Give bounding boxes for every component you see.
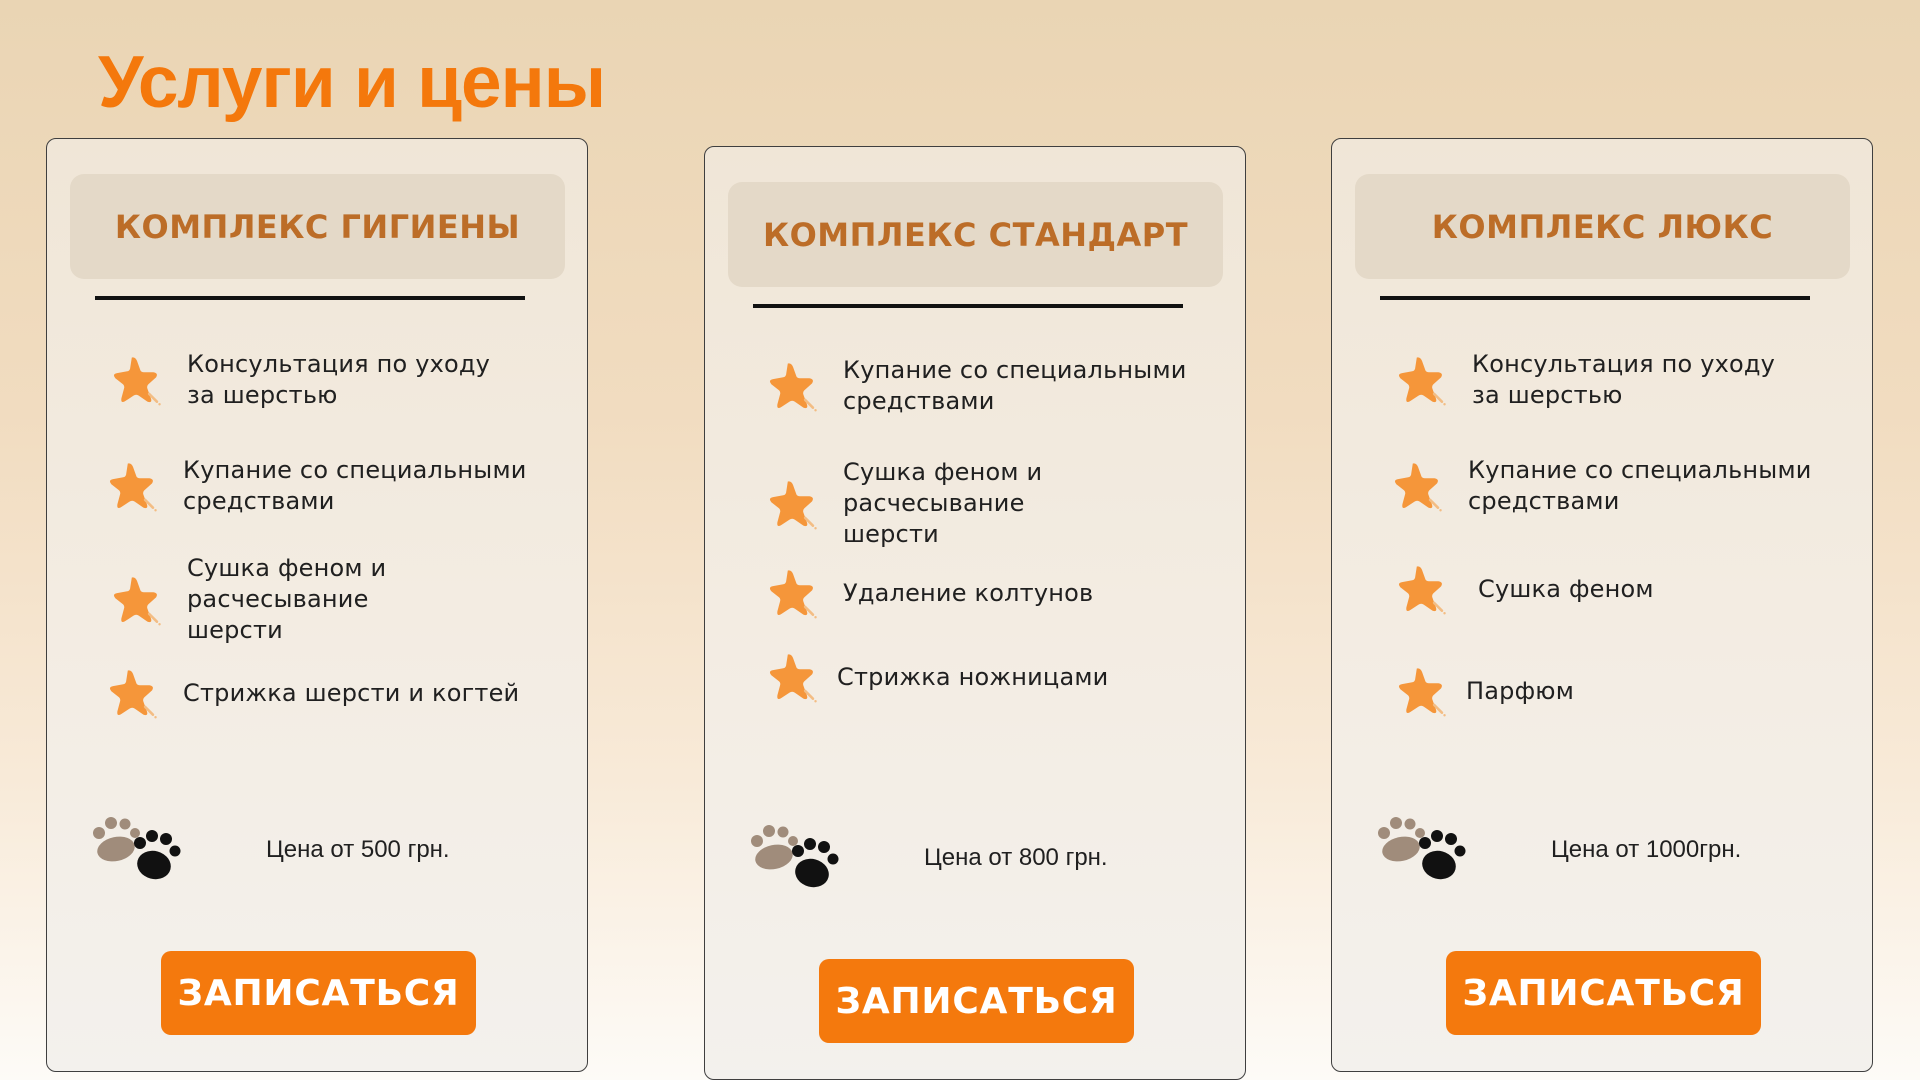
- star-icon: [1392, 460, 1444, 512]
- feature-item: [107, 455, 527, 517]
- feature-text: Сушка феном и расчесывание шерсти: [843, 458, 1043, 548]
- service-card-lux: [1331, 138, 1873, 1072]
- card-header: [1355, 174, 1850, 279]
- feature-text: Парфюм: [1466, 676, 1575, 705]
- card-header: [70, 174, 565, 279]
- star-icon: [1396, 354, 1448, 406]
- feature-text: Консультация по уходу за шерстью: [1472, 350, 1776, 409]
- star-icon: [767, 478, 819, 530]
- star-icon: [111, 574, 163, 626]
- card-divider: [95, 296, 525, 300]
- price-row: [1375, 815, 1845, 885]
- feature-item: [1396, 563, 1654, 615]
- price-text: Цена от 500 грн.: [266, 836, 450, 863]
- page-title: Услуги и цены: [98, 42, 606, 123]
- service-card-standard: [704, 146, 1246, 1080]
- card-title: КОМПЛЕКС ГИГИЕНЫ: [114, 207, 521, 246]
- feature-item: [1392, 455, 1812, 517]
- feature-text: Купание со специальными средствами: [843, 356, 1187, 415]
- book-button-standard[interactable]: ЗАПИСАТЬСЯ: [819, 959, 1134, 1043]
- star-icon: [107, 667, 159, 719]
- feature-item: [107, 667, 519, 719]
- card-title: КОМПЛЕКС ЛЮКС: [1431, 207, 1774, 246]
- price-row: [748, 823, 1218, 893]
- paw-print-icon: [90, 815, 182, 885]
- feature-text: Стрижка ножницами: [837, 662, 1109, 691]
- card-header: [728, 182, 1223, 287]
- feature-text: Сушка феном и расчесывание шерсти: [187, 554, 387, 644]
- star-icon: [767, 567, 819, 619]
- feature-item: [1396, 665, 1574, 717]
- star-icon: [1396, 665, 1448, 717]
- feature-text: Консультация по уходу за шерстью: [187, 350, 491, 409]
- feature-text: Сушка феном: [1478, 574, 1654, 603]
- star-icon: [767, 651, 819, 703]
- feature-item: [111, 553, 386, 646]
- book-button-hygiene[interactable]: ЗАПИСАТЬСЯ: [161, 951, 476, 1035]
- card-divider: [753, 304, 1183, 308]
- star-icon: [767, 360, 819, 412]
- feature-item: [767, 457, 1042, 550]
- feature-item: [767, 651, 1108, 703]
- paw-print-icon: [748, 823, 840, 893]
- feature-item: [111, 349, 490, 411]
- feature-item: [1396, 349, 1775, 411]
- price-text: Цена от 800 грн.: [924, 844, 1108, 871]
- feature-item: [767, 355, 1187, 417]
- feature-text: Купание со специальными средствами: [183, 456, 527, 515]
- service-card-hygiene: [46, 138, 588, 1072]
- card-title: КОМПЛЕКС СТАНДАРТ: [762, 215, 1189, 254]
- book-button-lux[interactable]: ЗАПИСАТЬСЯ: [1446, 951, 1761, 1035]
- feature-text: Купание со специальными средствами: [1468, 456, 1812, 515]
- feature-text: Стрижка шерсти и когтей: [183, 678, 520, 707]
- star-icon: [107, 460, 159, 512]
- feature-item: [767, 567, 1093, 619]
- star-icon: [111, 354, 163, 406]
- feature-text: Удаление колтунов: [843, 578, 1094, 607]
- card-divider: [1380, 296, 1810, 300]
- paw-print-icon: [1375, 815, 1467, 885]
- price-text: Цена от 1000грн.: [1551, 836, 1742, 863]
- price-row: [90, 815, 560, 885]
- star-icon: [1396, 563, 1448, 615]
